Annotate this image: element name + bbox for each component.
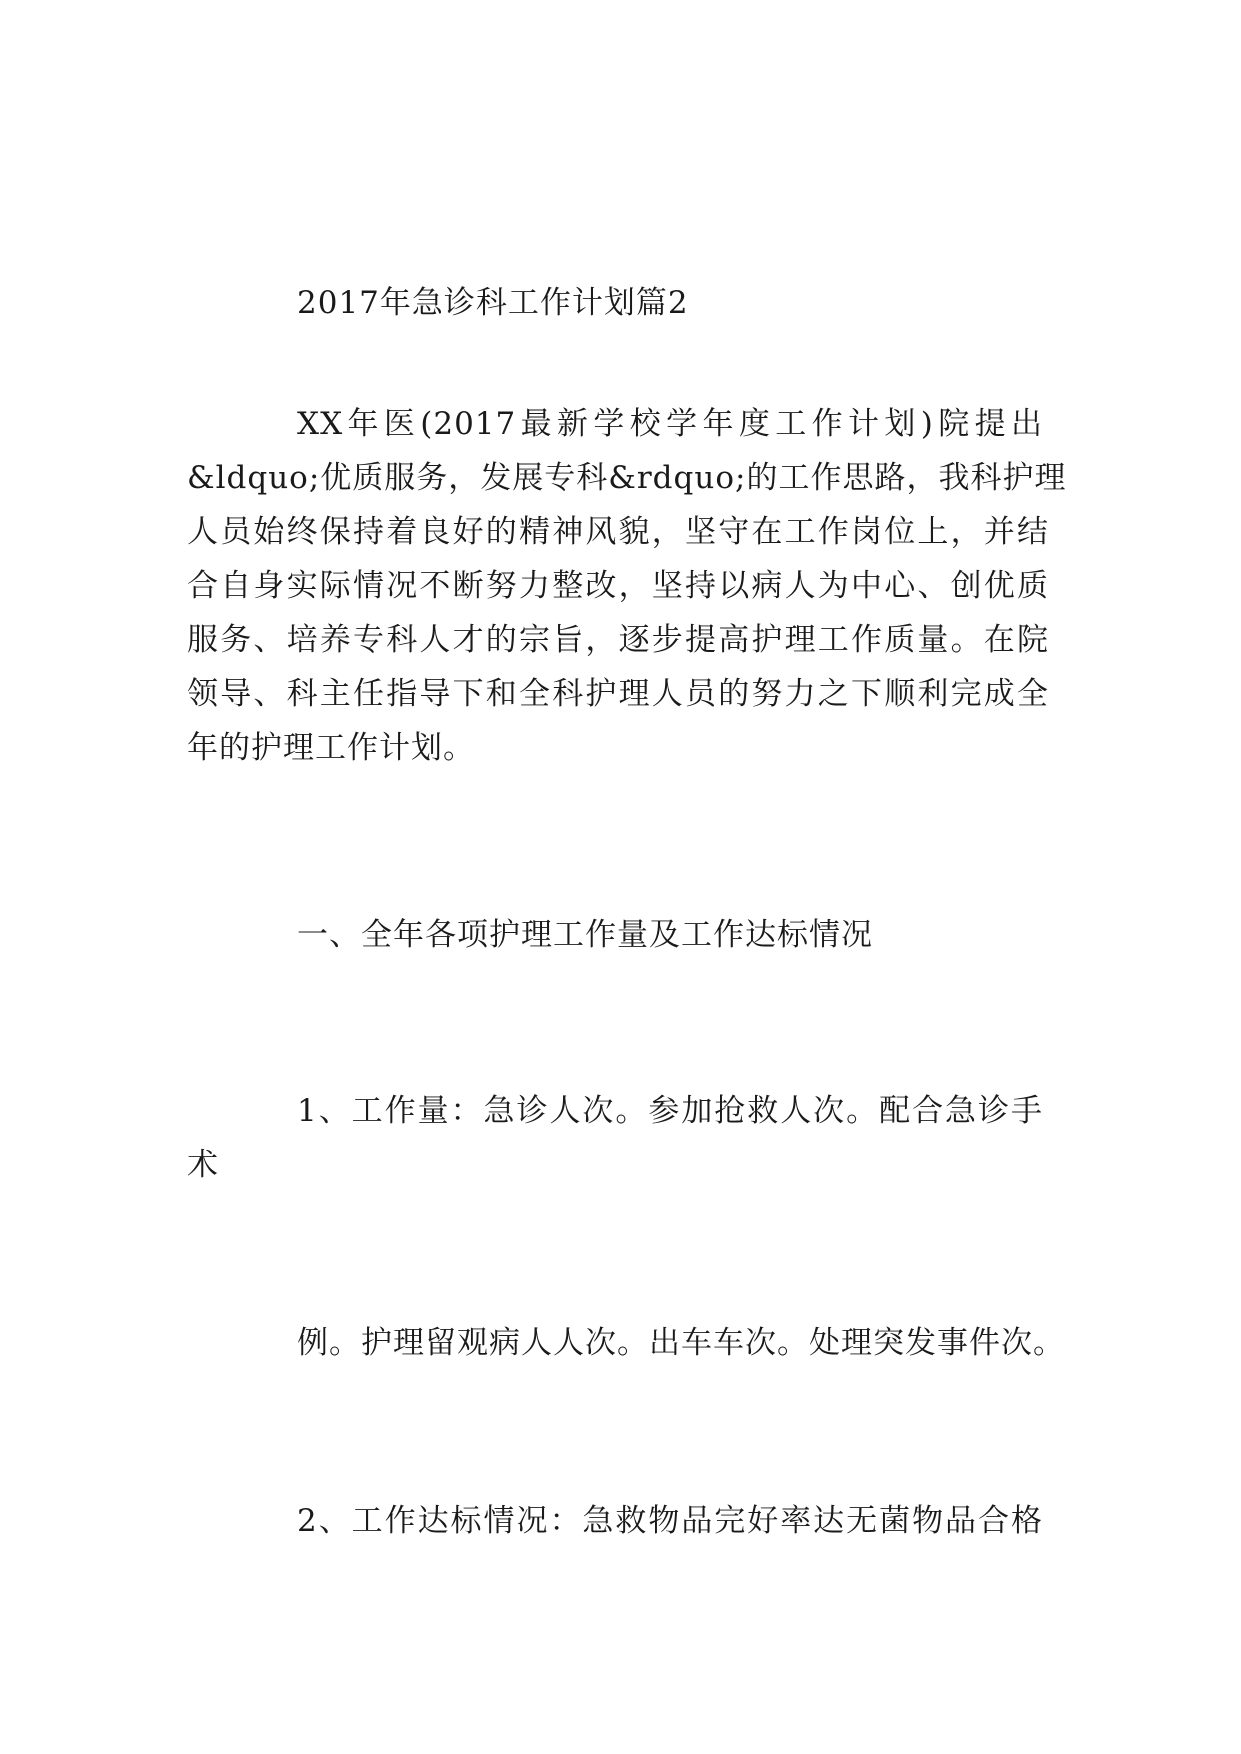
item-line: 2、工作达标情况：急救物品完好率达无菌物品合格 <box>297 1503 1043 1539</box>
item-line: 术 <box>187 1147 219 1183</box>
paragraph-line: 合自身实际情况不断努力整改，坚持以病人为中心、创优质 <box>187 568 1049 604</box>
paragraph-line: 人员始终保持着良好的精神风貌，坚守在工作岗位上，并结 <box>187 514 1049 550</box>
item-line: 例。护理留观病人人次。出车车次。处理突发事件次。 <box>297 1325 1065 1361</box>
paragraph-line: XX年医(2017最新学校学年度工作计划)院提出 <box>297 406 1043 442</box>
section-heading: 一、全年各项护理工作量及工作达标情况 <box>297 917 873 953</box>
paragraph-line: &ldquo;优质服务，发展专科&rdquo;的工作思路，我科护理 <box>187 460 1067 496</box>
paragraph-line: 领导、科主任指导下和全科护理人员的努力之下顺利完成全 <box>187 676 1049 712</box>
paragraph-line: 年的护理工作计划。 <box>187 730 475 766</box>
item-line: 1、工作量：急诊人次。参加抢救人次。配合急诊手 <box>297 1093 1043 1129</box>
document-title: 2017年急诊科工作计划篇2 <box>297 285 689 321</box>
paragraph-line: 服务、培养专科人才的宗旨，逐步提高护理工作质量。在院 <box>187 622 1049 658</box>
